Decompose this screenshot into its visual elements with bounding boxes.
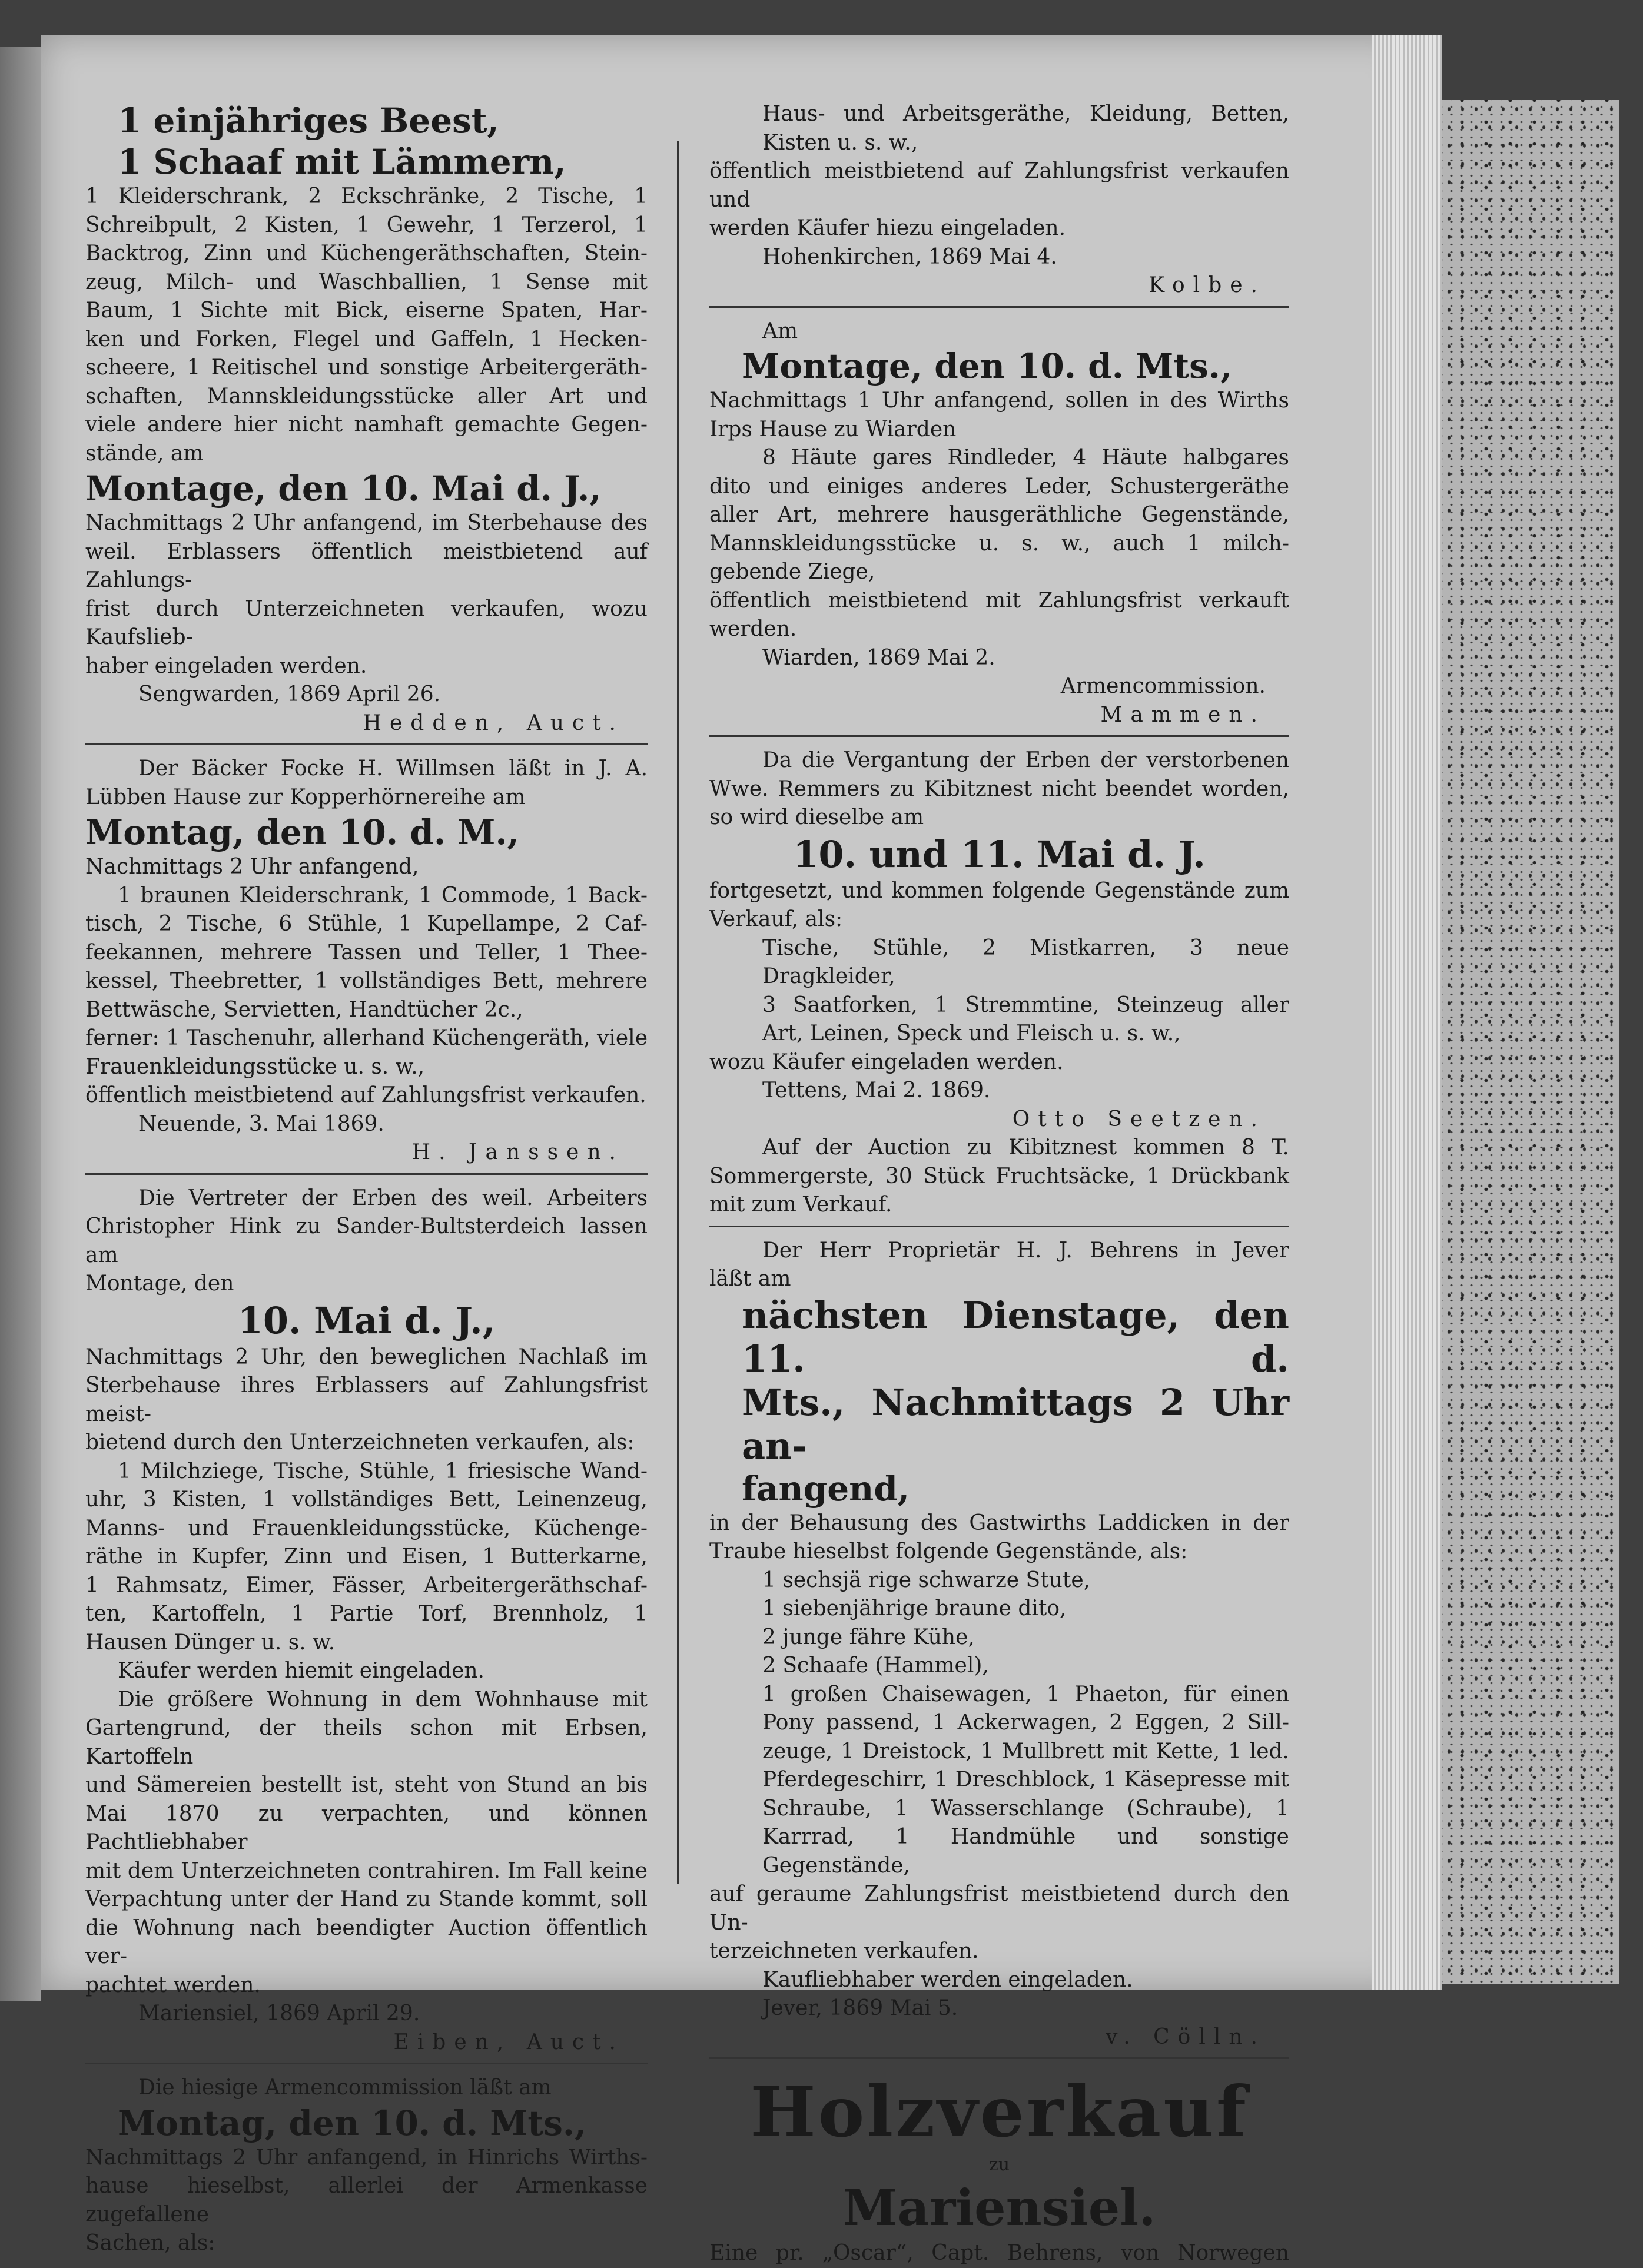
ad-text-line: auf geraume Zahlungsfrist meistbietend durch den Un- xyxy=(709,1882,1289,1935)
ad-text-line: Kaufliebhaber werden eingeladen. xyxy=(762,1967,1133,1992)
ad-item-heading: 1 einjähriges Beest, xyxy=(118,101,499,141)
ad-text-line: Die hiesige Armencommission läßt am xyxy=(138,2076,552,2100)
ad-text-line: 3 Saatforken, 1 Stremmtine, Steinzeug aller xyxy=(762,992,1289,1017)
ad-date-heading: Montage, den 10. d. Mts., xyxy=(742,346,1233,386)
ad-separator xyxy=(85,743,648,745)
ad-text-line: zeug, Milch- und Waschballien, 1 Sense mit xyxy=(85,270,648,294)
ad-text-line: dito und einiges anderes Leder, Schustergeräthe xyxy=(709,474,1289,499)
ad-text-line: kessel, Theebretter, 1 vollständiges Bett, mehrere xyxy=(85,969,648,993)
ad-signature: Mammen. xyxy=(1100,702,1266,727)
ad-place-date: Wiarden, 1869 Mai 2. xyxy=(762,645,995,670)
ad-text-line: Manns- und Frauenkleidungsstücke, Küchenge- xyxy=(85,1516,648,1540)
ad-text-line: 1 großen Chaisewagen, 1 Phaeton, für einen xyxy=(762,1682,1289,1706)
ad-text-line: viele andere hier nicht namhaft gemachte Gegen- xyxy=(85,413,648,437)
ad-text-line: Backtrog, Zinn und Küchengeräthschaften, Stein- xyxy=(85,241,648,265)
ad-date-heading: 10. Mai d. J., xyxy=(237,1299,496,1342)
timber-sale-ad xyxy=(709,2071,1289,2268)
ad-text-line: Bettwäsche, Servietten, Handtücher 2c., xyxy=(85,997,523,1022)
ad-text-line: Baum, 1 Sichte mit Bick, eiserne Spaten, Har- xyxy=(85,298,648,323)
ad-text-line: Pferdegeschirr, 1 Dreschblock, 1 Käsepresse mit xyxy=(762,1768,1289,1792)
ad-date-heading: Mts., Nachmittags 2 Uhr an- xyxy=(742,1380,1289,1467)
ad-signature: Hedden, Auct. xyxy=(363,710,624,735)
ad-text-line: 8 Häute gares Rindleder, 4 Häute halbgares xyxy=(762,446,1289,470)
ad-text-line: Die größere Wohnung in dem Wohnhause mit xyxy=(118,1687,648,1712)
ad-text-line: pachtet werden. xyxy=(85,1973,261,1997)
ad-text-line: aller Art, mehrere hausgeräthliche Gegenstände, xyxy=(709,503,1289,527)
ad-date-heading: nächsten Dienstage, den 11. d. xyxy=(742,1293,1289,1380)
ad-separator xyxy=(709,735,1289,737)
ad-text-line: Verkauf, als: xyxy=(709,907,843,931)
ad-text-line: Kisten u. s. w., xyxy=(762,130,918,155)
auction-ad-hohenkirchen xyxy=(85,2074,648,2258)
auction-ad-mariensiel xyxy=(85,1184,648,2057)
ad-text-line: 1 Kleiderschrank, 2 Eckschränke, 2 Tische, 1 xyxy=(85,184,648,208)
ad-date-heading: 10. und 11. Mai d. J. xyxy=(793,832,1206,876)
ad-text-line: und Sämereien bestellt ist, steht von Stund an bis xyxy=(85,1773,648,1797)
ad-text-line: Schraube, 1 Wasserschlange (Schraube), 1 xyxy=(762,1796,1289,1821)
ad-text-line: Hausen Dünger u. s. w. xyxy=(85,1630,336,1655)
ad-text-line: Die Vertreter der Erben des weil. Arbeiters xyxy=(138,1186,648,1210)
ad-text-line: Mannskleidungsstücke u. s. w., auch 1 milch- xyxy=(709,531,1289,556)
ad-text-line: bietend durch den Unterzeichneten verkaufen, als: xyxy=(85,1430,635,1455)
ad-text-line: 1 Rahmsatz, Eimer, Fässer, Arbeitergeräthschaf- xyxy=(85,1573,648,1598)
ad-date-heading: Montage, den 10. Mai d. J., xyxy=(85,469,602,509)
ad-text-line: öffentlich meistbietend auf Zahlungsfrist verkaufen und xyxy=(709,159,1289,212)
ad-text-line: räthe in Kupfer, Zinn und Eisen, 1 Butterkarne, xyxy=(85,1545,648,1569)
ad-place-date: Hohenkirchen, 1869 Mai 4. xyxy=(762,244,1057,269)
ad-text-line: fortgesetzt, und kommen folgende Gegenstände zum xyxy=(709,878,1289,903)
ad-text-line: scheere, 1 Reitischel und sonstige Arbeitergeräth- xyxy=(85,356,648,380)
ad-text-line: Traube hieselbst folgende Gegenstände, als: xyxy=(709,1539,1188,1563)
ad-signature: Eiben, Auct. xyxy=(393,2030,624,2054)
ad-text-line: Nachmittags 2 Uhr anfangend, xyxy=(85,855,419,879)
ad-text-line: Gartengrund, der theils schon mit Erbsen, Kartoffeln xyxy=(85,1716,648,1769)
column-divider xyxy=(677,141,679,1884)
ad-text-line: hause hieselbst, allerlei der Armenkasse zugefallene xyxy=(85,2174,648,2227)
ad-text-line: Sommergerste, 30 Stück Fruchtsäcke, 1 Drückbank xyxy=(709,1164,1289,1188)
ad-signature: Armencommission. xyxy=(1060,674,1266,698)
ad-text-line: Karrrad, 1 Handmühle und sonstige Gegenstände, xyxy=(762,1825,1289,1878)
ad-text-line: Art, Leinen, Speck und Fleisch u. s. w., xyxy=(762,1021,1181,1045)
ad-text-line: haber eingeladen werden. xyxy=(85,653,367,678)
ad-place-date: Mariensiel, 1869 April 29. xyxy=(138,2001,420,2025)
ad-separator xyxy=(85,1173,648,1175)
ad-text-line: Pony passend, 1 Ackerwagen, 2 Eggen, 2 Sill- xyxy=(762,1711,1289,1735)
ad-text-line: Nachmittags 2 Uhr anfangend, in Hinrichs Wirths- xyxy=(85,2145,648,2170)
ad-text-line: 1 braunen Kleiderschrank, 1 Commode, 1 Back- xyxy=(118,883,648,908)
ad-item-heading: 1 Schaaf mit Lämmern, xyxy=(118,142,566,182)
ad-separator xyxy=(709,2057,1289,2059)
ad-text-line: Am xyxy=(762,318,798,343)
previous-page-edge xyxy=(0,47,41,2001)
ad-signature: H. Janssen. xyxy=(411,1140,624,1164)
ad-text-line: mit dem Unterzeichneten contrahiren. Im Fall keine xyxy=(85,1858,648,1883)
ad-place-date: Tettens, Mai 2. 1869. xyxy=(762,1078,991,1103)
auction-ad-wiarden xyxy=(709,317,1289,730)
ad-signature: v. Cölln. xyxy=(1106,2024,1266,2049)
ad-place-date: Neuende, 3. Mai 1869. xyxy=(138,1111,384,1136)
ad-text-line: zeuge, 1 Dreistock, 1 Mullbrett mit Kette, 1 led. xyxy=(762,1739,1289,1764)
ad-text-line: schaften, Mannskleidungsstücke aller Art und xyxy=(85,384,648,409)
ad-text-line: ten, Kartoffeln, 1 Partie Torf, Brennholz, 1 xyxy=(85,1602,648,1626)
ad-text-line: frist durch Unterzeichneten verkaufen, wozu Kaufslieb- xyxy=(85,596,648,649)
ad-text-line: Montage, den xyxy=(85,1271,234,1296)
ad-text-line: die Wohnung nach beendigter Auction öffentlich ver- xyxy=(85,1915,648,1968)
timber-sale-connector: zu xyxy=(988,2154,1010,2175)
ad-text-line: Sterbehause ihres Erblassers auf Zahlungsfrist meist- xyxy=(85,1373,648,1426)
ad-text-line: Nachmittags 2 Uhr, den beweglichen Nachlaß im xyxy=(85,1344,648,1369)
ad-text-line: Irps Hause zu Wiarden xyxy=(709,417,957,441)
ad-text-line: terzeichneten verkaufen. xyxy=(709,1939,979,1963)
ad-text-line: in der Behausung des Gastwirths Laddicken in der xyxy=(709,1510,1289,1535)
auction-ad-hohenkirchen-continued xyxy=(709,100,1289,300)
ad-separator xyxy=(85,2063,648,2064)
ad-text-line: Lübben Hause zur Kopperhörnereihe am xyxy=(85,785,526,809)
ad-text-line: stände, am xyxy=(85,441,204,466)
ad-text-line: Nachmittags 1 Uhr anfangend, sollen in des Wirths xyxy=(709,388,1289,413)
ad-text-line: gebende Ziege, xyxy=(709,560,875,584)
timber-sale-headline: Holzverkauf xyxy=(750,2071,1249,2153)
ad-text-line: Wwe. Remmers zu Kibitznest nicht beendet worden, xyxy=(709,776,1289,801)
ad-text-line: Der Bäcker Focke H. Willmsen läßt in J. A. xyxy=(138,756,648,781)
ad-text-line: Da die Vergantung der Erben der verstorbenen xyxy=(762,748,1289,772)
ad-text-line: 1 siebenjährige braune dito, xyxy=(762,1596,1067,1621)
ad-text-line: 2 Schaafe (Hammel), xyxy=(762,1653,989,1678)
ad-text-line: läßt am xyxy=(709,1267,791,1291)
ad-text-line: 1 sechsjä rige schwarze Stute, xyxy=(762,1568,1091,1592)
ad-text-line: 2 junge fähre Kühe, xyxy=(762,1625,975,1649)
ad-text-line: Frauenkleidungsstücke u. s. w., xyxy=(85,1054,425,1079)
ad-text-line: Nachmittags 2 Uhr anfangend, im Sterbehause des xyxy=(85,511,648,535)
ad-text-line: tisch, 2 Tische, 6 Stühle, 1 Kupellampe, 2 Caf- xyxy=(85,912,648,936)
ad-text-line: Käufer werden hiemit eingeladen. xyxy=(118,1659,485,1683)
ad-signature: Kolbe. xyxy=(1149,273,1266,297)
ad-text-line: werden. xyxy=(709,617,797,641)
ad-text-line: Eine pr. „Oscar“, Capt. Behrens, von Norwegen xyxy=(709,2241,1289,2265)
ad-text-line: werden Käufer hiezu eingeladen. xyxy=(709,216,1066,240)
ad-date-heading: fangend, xyxy=(742,1468,910,1509)
ad-text-line: Der Herr Proprietär H. J. Behrens in Jever xyxy=(762,1238,1289,1263)
ad-text-line: mit zum Verkauf. xyxy=(709,1193,892,1217)
ad-text-line: Verpachtung unter der Hand zu Stande kommt, soll xyxy=(85,1887,648,1911)
ad-date-heading: Montag, den 10. d. Mts., xyxy=(118,2103,587,2143)
ad-place-date: Jever, 1869 Mai 5. xyxy=(762,1996,958,2020)
ad-text-line: feekannen, mehrere Tassen und Teller, 1 Thee- xyxy=(85,940,648,965)
auction-ad-sengwarden xyxy=(85,100,648,738)
ad-signature: Otto Seetzen. xyxy=(1012,1107,1266,1131)
auction-ad-jever xyxy=(709,1237,1289,2052)
timber-sale-place: Mariensiel. xyxy=(842,2179,1156,2237)
ad-text-line: ken und Forken, Flegel und Gaffeln, 1 Hecken- xyxy=(85,327,648,351)
auction-ad-tettens xyxy=(709,746,1289,1220)
auction-ad-neuende xyxy=(85,755,648,1167)
ad-text-line: uhr, 3 Kisten, 1 vollständiges Bett, Leinenzeug, xyxy=(85,1487,648,1512)
ad-text-line: Mai 1870 zu verpachten, und können Pachtliebhaber xyxy=(85,1801,648,1854)
ad-text-line: Sachen, als: xyxy=(85,2231,215,2255)
ad-date-heading: Montag, den 10. d. M., xyxy=(85,812,519,852)
ad-separator xyxy=(709,1226,1289,1227)
ad-text-line: öffentlich meistbietend auf Zahlungsfrist verkaufen. xyxy=(85,1083,646,1107)
ad-text-line: wozu Käufer eingeladen werden. xyxy=(709,1050,1064,1074)
book-page-stack xyxy=(1372,35,1442,1990)
ad-text-line: öffentlich meistbietend mit Zahlungsfrist verkauft xyxy=(709,588,1289,613)
ad-text-line: Tische, Stühle, 2 Mistkarren, 3 neue Dragkleider, xyxy=(762,935,1289,988)
ad-separator xyxy=(709,306,1289,308)
ad-text-line: Schreibpult, 2 Kisten, 1 Gewehr, 1 Terzerol, 1 xyxy=(85,212,648,237)
speckled-book-edge xyxy=(1442,100,1619,1984)
ad-text-line: Christopher Hink zu Sander-Bultsterdeich lassen am xyxy=(85,1214,648,1267)
ad-text-line: so wird dieselbe am xyxy=(709,805,924,829)
ad-text-line: weil. Erblassers öffentlich meistbietend auf Zahlungs- xyxy=(85,539,648,592)
ad-place-date: Sengwarden, 1869 April 26. xyxy=(138,682,441,706)
ad-text-line: Haus- und Arbeitsgeräthe, Kleidung, Betten, xyxy=(762,102,1289,126)
ad-text-line: 1 Milchziege, Tische, Stühle, 1 friesische Wand- xyxy=(118,1459,648,1483)
left-column xyxy=(85,100,648,2258)
ad-text-line: ferner: 1 Taschenuhr, allerhand Küchengeräth, viele xyxy=(85,1026,648,1050)
ad-text-line: Auf der Auction zu Kibitznest kommen 8 T. xyxy=(762,1135,1289,1160)
right-column xyxy=(709,100,1289,2268)
